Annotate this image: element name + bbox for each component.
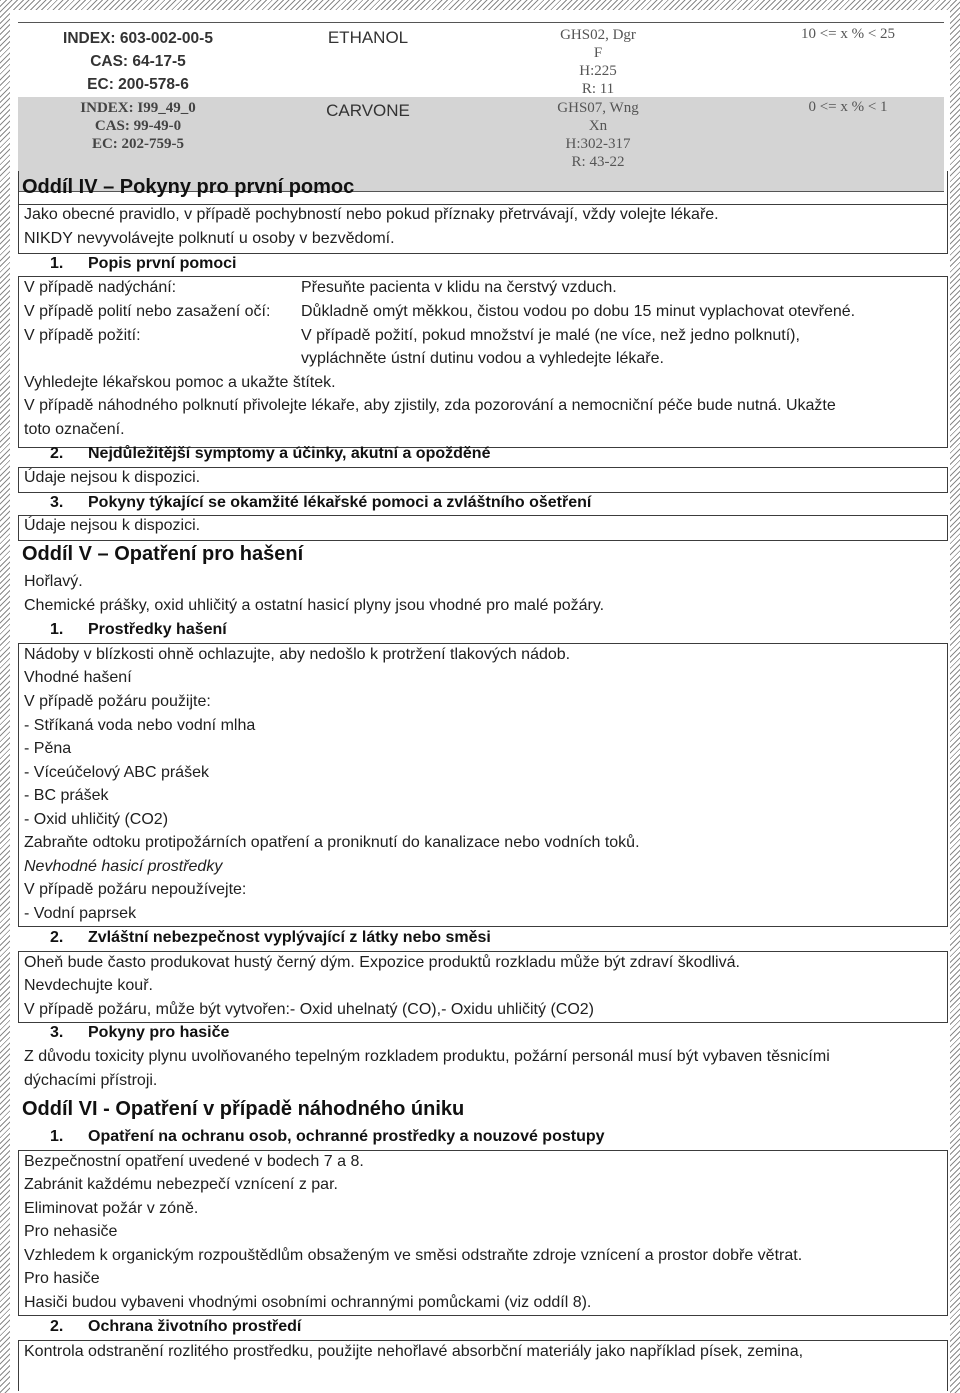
accidental-swallow: V případě náhodného polknutí přivolejte lékaře, aby zjistily, zda pozorování a nemocniční péče bude nutná. Ukažte [24,397,836,414]
personal-precautions-box [18,1150,948,1316]
inhalation-text: Přesuňte pacienta v klidu na čerstvý vzduch. [301,279,617,296]
media-item: - Oxid uhličitý (CO2) [24,811,169,828]
hazard-line: H:225 [579,63,617,79]
subsection-number: 1. [50,621,64,638]
index-number: INDEX: I99_49_0 [80,100,196,116]
hazard-line: R: 43-22 [571,154,625,170]
subsection-heading [50,255,236,273]
no-data-text: Údaje nejsou k dispozici. [24,469,201,486]
subsection-number: 1. [50,1128,64,1145]
subsection-label: Pokyny týkající se okamžité lékařské pomoci a zvláštního ošetření [88,494,592,511]
concentration: 10 <= x % < 25 [800,26,896,42]
combustion-products-text: V případě požáru, může být vytvořen:- Oxid uhelnatý (CO),- Oxidu uhličitý (CO2) [24,1001,594,1018]
do-not-use-text: V případě požáru nepoužívejte: [24,881,247,898]
hazard-line: F [593,45,603,61]
component-identifiers [18,27,258,96]
hazard-line: H:302-317 [565,136,631,152]
subsection-number: 2. [50,445,64,462]
smoke-text: Oheň bude často produkovat hustý černý dým. Expozice produktů rozkladu může být zdraví škodlivá. [24,954,740,971]
hazard-line: Xn [588,118,608,134]
no-data-text: Údaje nejsou k dispozici. [24,517,201,534]
index-number: INDEX: 603-002-00-5 [63,30,213,47]
subsection-label: Pokyny pro hasiče [88,1024,230,1041]
ingestion-label: V případě požití: [24,327,141,344]
precaution-line: Zabránit každému nebezpečí vznícení z par. [24,1176,338,1193]
subsection-heading [50,1128,605,1146]
media-item: - Pěna [24,740,72,757]
cas-number: CAS: 99-49-0 [94,118,182,134]
eye-contact-text: Důkladně omýt měkkou, čistou vodou po dobu 15 minut vyplachovat otevřené. [301,303,856,320]
accidental-swallow-cont: toto označení. [24,421,125,438]
use-in-fire-text: V případě požáru použijte: [24,693,211,710]
hazard-line: R: 11 [581,81,615,97]
subsection-heading [50,494,591,512]
hazard-line: GHS02, Dgr [560,27,636,43]
media-item: - Stříkaná voda nebo vodní mlha [24,717,256,734]
unconscious-warning: NIKDY nevyvolávejte polknutí u osoby v bezvědomí. [24,230,395,247]
subsection-heading [50,621,227,639]
concentration: 0 <= x % < 1 [808,99,888,115]
precaution-line: Eliminovat požár v zóně. [24,1200,199,1217]
precaution-line: Pro nehasiče [24,1223,118,1240]
hazard-classification [498,99,698,171]
composition-table [18,22,944,171]
chemical-powders-text: Chemické prášky, oxid uhličitý a ostatní hasicí plyny jsou vhodné pro malé požáry. [24,597,605,614]
ingestion-text: V případě požití, pokud množství je malé (ne více, než jedno polknutí), [301,327,800,344]
component-identifiers [18,99,258,153]
general-advice: Jako obecné pravidlo, v případě pochybností nebo pokud příznaky přetrvávají, vždy volejte lékaře. [24,206,719,223]
subsection-number: 3. [50,494,64,511]
component-name: ETHANOL [327,28,409,47]
subsection-label: Opatření na ochranu osob, ochranné prostředky a nouzové postupy [88,1128,605,1145]
seek-medical-help: Vyhledejte lékařskou pomoc a ukažte štítek. [24,374,336,391]
subsection-label: Ochrana životního prostředí [88,1318,302,1335]
subsection-number: 1. [50,255,64,272]
flammable-text: Hořlavý. [24,573,83,590]
table-row [18,23,944,95]
precaution-line: Bezpečnostní opatření uvedené v bodech 7 a 8. [24,1153,364,1170]
subsection-heading [50,445,490,463]
precaution-line: Vzhledem k organickým rozpouštědlům obsaženým ve směsi odstraňte zdroje vznícení a prostor dobře větrat. [24,1247,803,1264]
hazard-classification [498,26,698,98]
ingestion-text-cont: vypláchněte ústní dutinu vodou a vyhledejte lékaře. [301,350,664,367]
section-v-title: Oddíl V – Opatření pro hašení [22,543,304,565]
firefighter-advice: Z důvodu toxicity plynu uvolňovaného tepelným rozkladem produktu, požární personál musí být vybaven těsnicími [24,1048,830,1065]
subsection-label: Nejdůležitější symptomy a účinky, akutní a opožděné [88,445,491,462]
media-item: - BC prášek [24,787,109,804]
suitable-media-heading: Vhodné hašení [24,669,132,686]
ec-number: EC: 200-578-6 [87,76,189,93]
precaution-line: Hasiči budou vybaveni vhodnými osobními ochrannými pomůckami (viz oddíl 8). [24,1294,592,1311]
prevent-runoff-text: Zabraňte odtoku protipožárních opatření a proniknutí do kanalizace nebo vodních toků. [24,834,640,851]
section-iv-title: Oddíl IV – Pokyny pro první pomoc [22,176,355,198]
subsection-heading [50,1024,229,1042]
inhalation-label: V případě nadýchání: [24,279,177,296]
subsection-label: Zvláštní nebezpečnost vyplývající z látky nebo směsi [88,929,491,946]
environmental-text: Kontrola odstranění rozlitého prostředku, použijte nehořlavé absorbční materiály jako například písek, zemina, [24,1343,804,1360]
subsection-number: 2. [50,1318,64,1335]
eye-contact-label: V případě polití nebo zasažení očí: [24,303,271,320]
no-inhale-text: Nevdechujte kouř. [24,977,153,994]
firefighter-advice-cont: dýchacími přístroji. [24,1072,158,1089]
precaution-line: Pro hasiče [24,1270,100,1287]
media-item: - Víceúčelový ABC prášek [24,764,209,781]
subsection-label: Prostředky hašení [88,621,227,638]
top-hatch-border [0,0,960,10]
subsection-heading [50,1318,301,1336]
cool-containers-text: Nádoby v blízkosti ohně ochlazujte, aby nedošlo k protržení tlakových nádob. [24,646,571,663]
unsuitable-media-heading: Nevhodné hasicí prostředky [24,858,223,875]
right-hatch-border [950,0,960,1393]
subsection-number: 2. [50,929,64,946]
section-vi-title: Oddíl VI - Opatření v případě náhodného úniku [22,1098,465,1120]
cas-number: CAS: 64-17-5 [90,53,186,70]
water-jet-item: - Vodní paprsek [24,905,137,922]
subsection-label: Popis první pomoci [88,255,237,272]
hazard-line: GHS07, Wng [557,100,639,116]
left-hatch-border [0,0,10,1393]
ec-number: EC: 202-759-5 [91,136,185,152]
component-name: CARVONE [326,101,410,120]
subsection-number: 3. [50,1024,64,1041]
subsection-heading [50,929,491,947]
